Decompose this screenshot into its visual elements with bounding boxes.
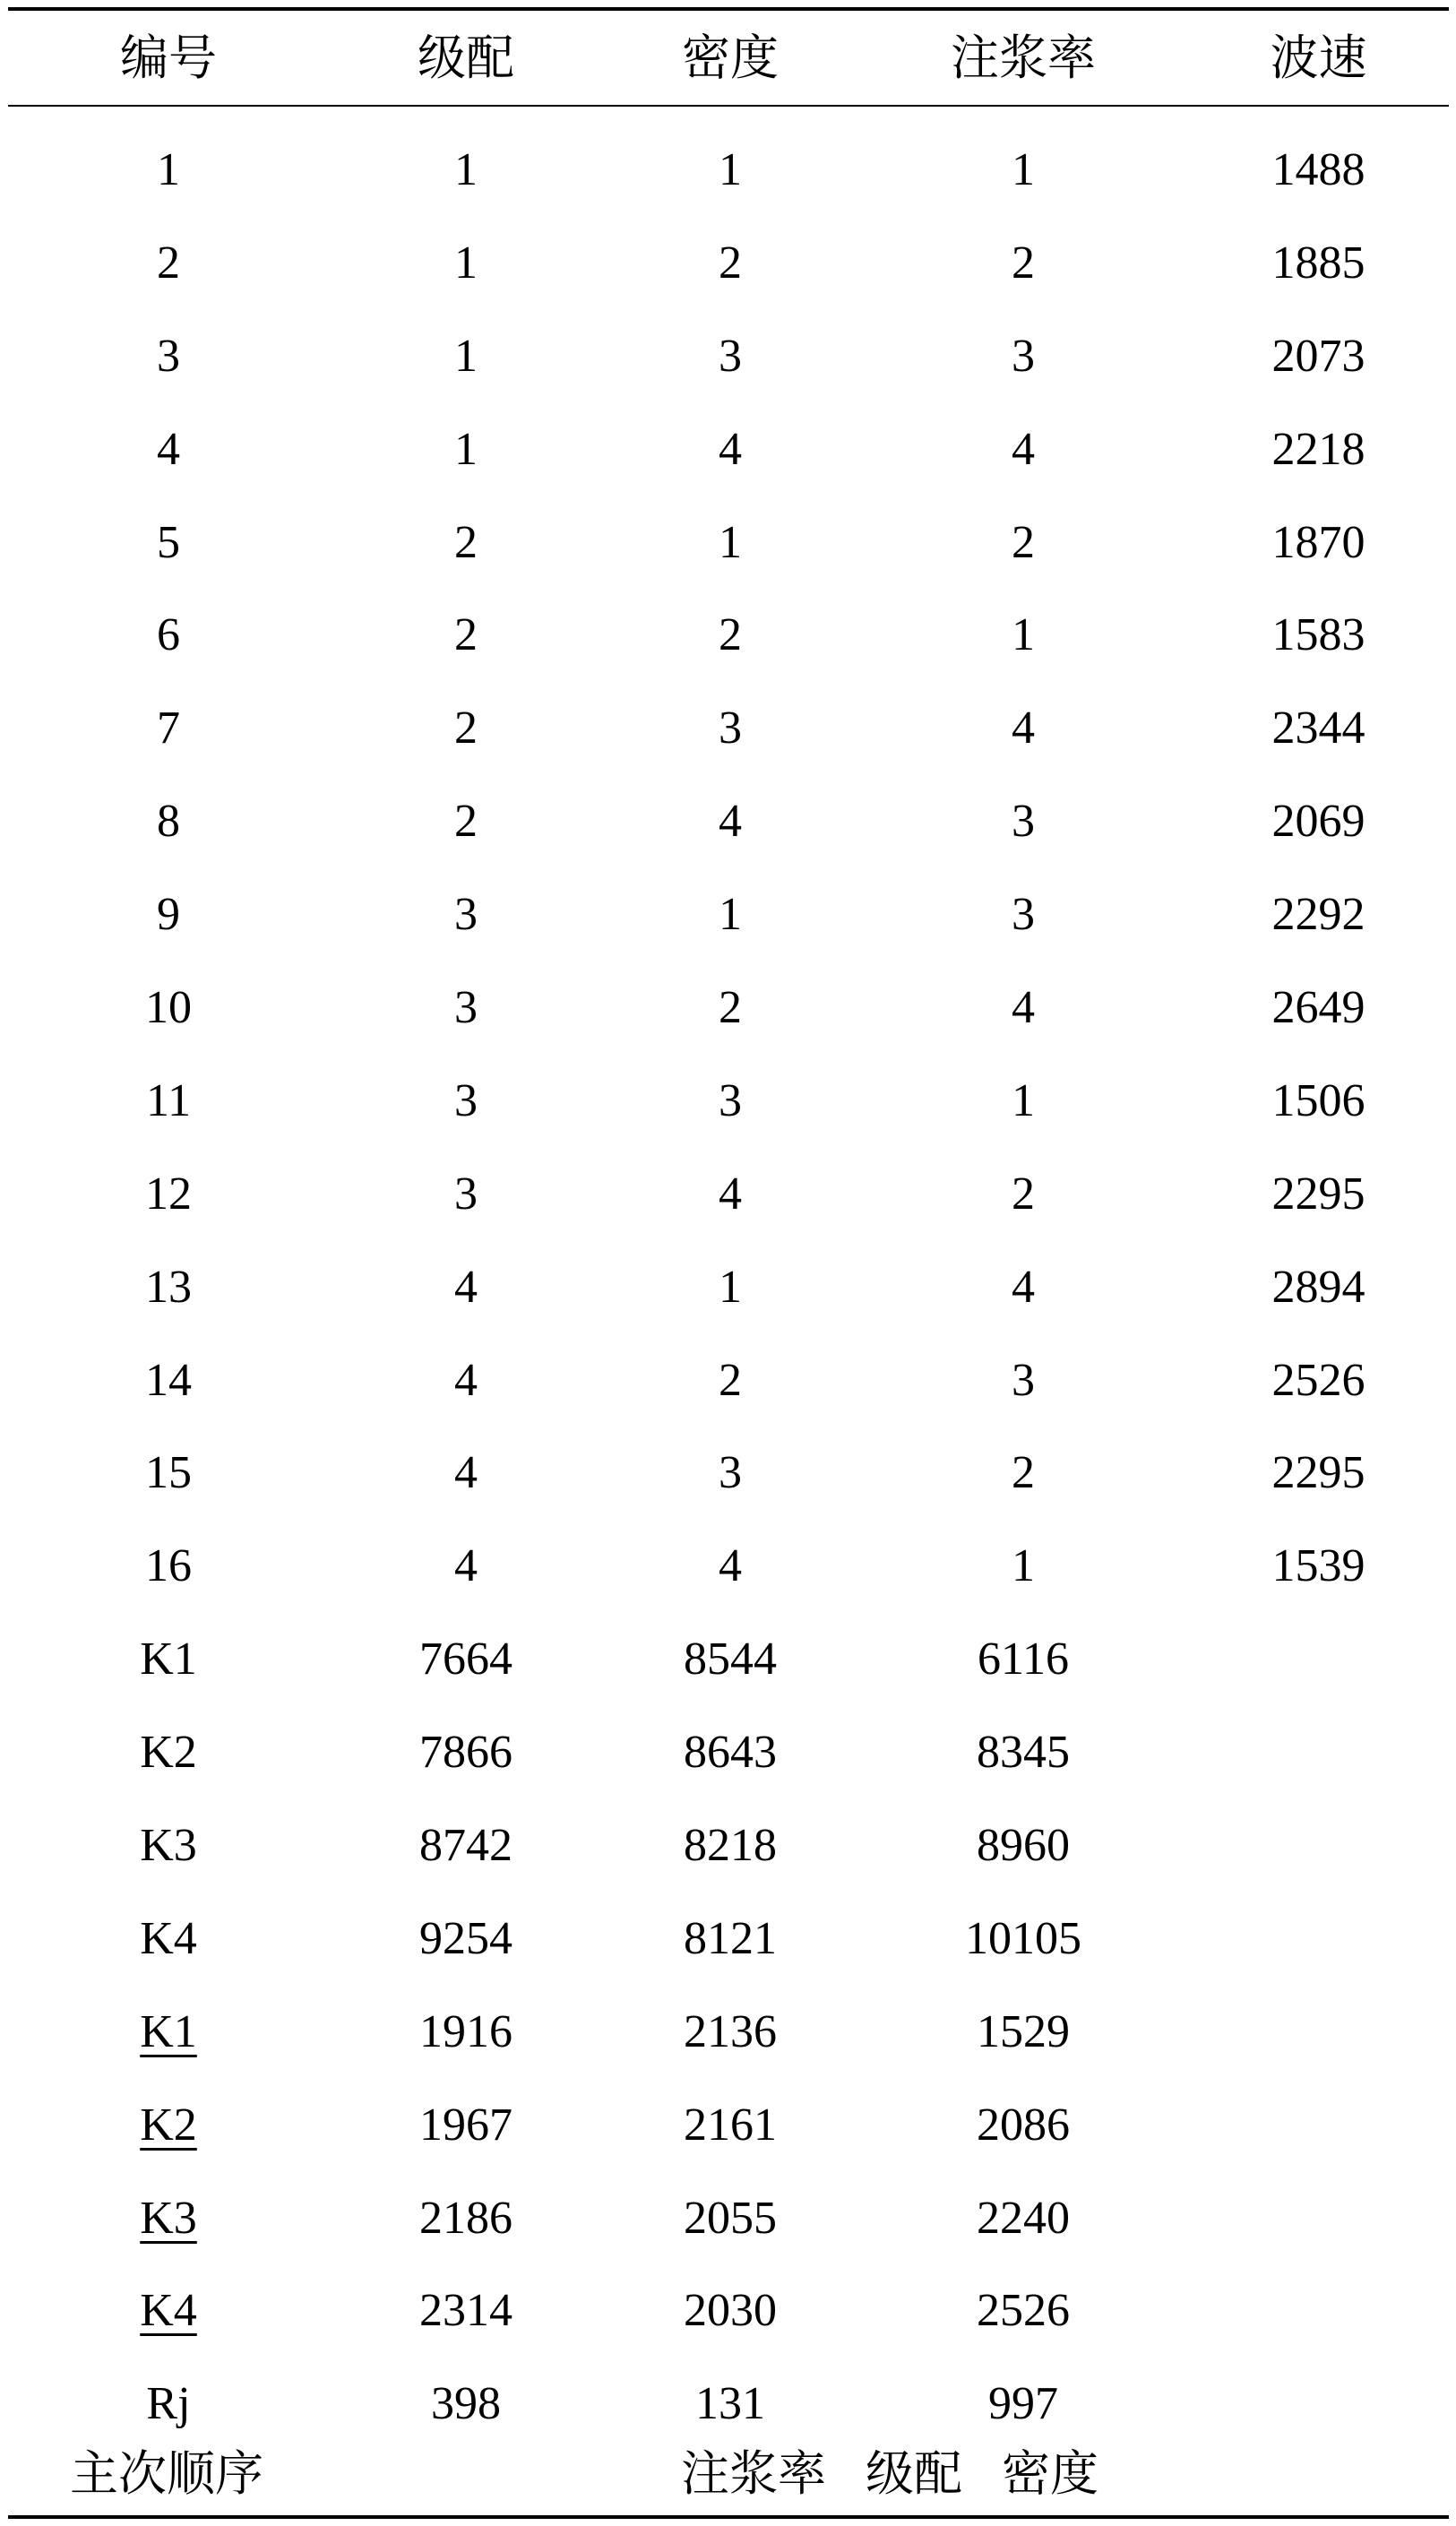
cell-id: 10 — [145, 981, 192, 1033]
empty-cell — [1181, 2079, 1456, 2172]
bottom-rule — [8, 2515, 1449, 2519]
cell-grouting-rate: 1 — [1012, 1540, 1035, 1592]
k-sum-grouting-rate: 10105 — [965, 1912, 1081, 1964]
cell-id: 12 — [145, 1168, 192, 1220]
cell-wave-velocity: 1885 — [1271, 237, 1366, 289]
cell-density: 3 — [719, 703, 742, 754]
cell-wave-velocity: 1488 — [1271, 143, 1366, 195]
k-sum-gradation: 7866 — [419, 1727, 513, 1779]
cell-gradation: 2 — [454, 609, 478, 661]
cell-grouting-rate: 1 — [1012, 143, 1035, 195]
k-mean-label — [0, 2079, 337, 2172]
cell-gradation: 4 — [454, 1447, 478, 1499]
table-row — [0, 403, 1456, 496]
empty-cell — [1181, 2264, 1456, 2358]
cell-id: 8 — [157, 796, 180, 848]
cell-id: 4 — [157, 423, 180, 475]
cell-gradation: 3 — [454, 1168, 478, 1220]
header-grouting-rate: 注浆率 — [951, 30, 1096, 85]
cell-gradation: 1 — [454, 143, 478, 195]
range-label: Rj — [146, 2378, 191, 2430]
factor-order-second: 级配 — [866, 2447, 962, 2501]
k-mean-row — [0, 1986, 1456, 2079]
header-gradation: 级配 — [418, 30, 514, 85]
cell-gradation: 2 — [454, 796, 478, 848]
header-row — [0, 11, 1456, 105]
cell-density: 1 — [719, 1261, 742, 1313]
cell-id: 13 — [145, 1261, 192, 1313]
table-row — [0, 1148, 1456, 1241]
cell-density: 4 — [719, 796, 742, 848]
cell-gradation: 3 — [454, 981, 478, 1033]
cell-gradation: 4 — [454, 1261, 478, 1313]
k-mean-gradation: 2314 — [419, 2285, 513, 2337]
cell-grouting-rate: 2 — [1012, 1447, 1035, 1499]
cell-gradation: 2 — [454, 703, 478, 754]
cell-grouting-rate: 2 — [1012, 1168, 1035, 1220]
k-mean-gradation: 1967 — [419, 2099, 513, 2151]
k-sum-label: K2 — [140, 1727, 197, 1779]
k-mean-row — [0, 2079, 1456, 2172]
table-row — [0, 1241, 1456, 1334]
k-sum-gradation: 9254 — [419, 1912, 513, 1964]
k-mean-label-text: K4 — [140, 2285, 197, 2337]
factor-order-third: 密度 — [1002, 2447, 1098, 2501]
cell-wave-velocity: 1870 — [1271, 516, 1366, 568]
cell-id: 15 — [145, 1447, 192, 1499]
cell-wave-velocity: 2894 — [1271, 1261, 1366, 1313]
cell-gradation: 1 — [454, 330, 478, 382]
range-grouting-rate: 997 — [988, 2378, 1058, 2430]
empty-cell — [1181, 1799, 1456, 1892]
k-mean-density: 2136 — [684, 2005, 777, 2057]
k-mean-gradation: 1916 — [419, 2005, 513, 2057]
cell-density: 2 — [719, 981, 742, 1033]
cell-density: 3 — [719, 1447, 742, 1499]
k-sum-gradation: 7664 — [419, 1634, 513, 1685]
table-row — [0, 1520, 1456, 1613]
cell-density: 4 — [719, 423, 742, 475]
cell-gradation: 3 — [454, 1074, 478, 1126]
k-mean-grouting-rate: 1529 — [977, 2005, 1070, 2057]
cell-grouting-rate: 1 — [1012, 609, 1035, 661]
table-row — [0, 496, 1456, 590]
table-row — [0, 775, 1456, 868]
cell-id: 1 — [157, 143, 180, 195]
k-sum-row — [0, 1613, 1456, 1706]
k-mean-label — [0, 2172, 337, 2265]
cell-grouting-rate: 2 — [1012, 237, 1035, 289]
k-sum-density: 8218 — [684, 1819, 777, 1871]
cell-density: 1 — [719, 143, 742, 195]
cell-wave-velocity: 2344 — [1271, 703, 1366, 754]
k-mean-label-text: K3 — [140, 2192, 197, 2244]
table-row — [0, 1427, 1456, 1520]
cell-gradation: 4 — [454, 1354, 478, 1406]
cell-density: 1 — [719, 889, 742, 941]
k-sum-label: K4 — [140, 1912, 197, 1964]
k-sum-density: 8544 — [684, 1634, 777, 1685]
cell-id: 3 — [157, 330, 180, 382]
cell-grouting-rate: 1 — [1012, 1074, 1035, 1126]
cell-wave-velocity: 2292 — [1271, 889, 1366, 941]
cell-grouting-rate: 4 — [1012, 981, 1035, 1033]
range-density: 131 — [695, 2378, 765, 2430]
k-mean-density: 2161 — [684, 2099, 777, 2151]
cell-density: 2 — [719, 1354, 742, 1406]
cell-grouting-rate: 2 — [1012, 516, 1035, 568]
cell-wave-velocity: 2069 — [1271, 796, 1366, 848]
k-mean-density: 2030 — [684, 2285, 777, 2337]
table-row — [0, 124, 1456, 217]
k-mean-density: 2055 — [684, 2192, 777, 2244]
cell-id: 11 — [145, 1074, 192, 1126]
cell-gradation: 1 — [454, 237, 478, 289]
k-mean-grouting-rate: 2240 — [977, 2192, 1070, 2244]
cell-id: 16 — [145, 1540, 192, 1592]
table-row — [0, 217, 1456, 310]
k-sum-density: 8121 — [684, 1912, 777, 1964]
k-sum-row — [0, 1892, 1456, 1986]
cell-id: 7 — [157, 703, 180, 754]
header-id: 编号 — [120, 30, 217, 85]
header-wave-velocity: 波速 — [1270, 30, 1367, 85]
empty-cell — [1181, 2172, 1456, 2265]
k-sum-gradation: 8742 — [419, 1819, 513, 1871]
k-sum-grouting-rate: 8960 — [977, 1819, 1070, 1871]
table-row — [0, 310, 1456, 403]
k-sum-row — [0, 1706, 1456, 1799]
cell-grouting-rate: 4 — [1012, 423, 1035, 475]
cell-density: 4 — [719, 1168, 742, 1220]
cell-grouting-rate: 4 — [1012, 1261, 1035, 1313]
cell-wave-velocity: 2649 — [1271, 981, 1366, 1033]
table-row — [0, 961, 1456, 1055]
cell-grouting-rate: 4 — [1012, 703, 1035, 754]
cell-grouting-rate: 3 — [1012, 796, 1035, 848]
table-row — [0, 589, 1456, 682]
k-sum-density: 8643 — [684, 1727, 777, 1779]
empty-cell — [1181, 1706, 1456, 1799]
table-row — [0, 1334, 1456, 1427]
table-row — [0, 1055, 1456, 1148]
cell-id: 2 — [157, 237, 180, 289]
factor-order-first: 注浆率 — [681, 2447, 826, 2501]
k-sum-row — [0, 1799, 1456, 1892]
cell-density: 1 — [719, 516, 742, 568]
cell-gradation: 1 — [454, 423, 478, 475]
k-sum-label: K1 — [140, 1634, 197, 1685]
k-sum-label: K3 — [140, 1819, 197, 1871]
factor-order-row — [0, 2430, 1456, 2511]
cell-grouting-rate: 3 — [1012, 889, 1035, 941]
empty-cell — [1181, 1613, 1456, 1706]
cell-wave-velocity: 1539 — [1271, 1540, 1366, 1592]
cell-gradation: 4 — [454, 1540, 478, 1592]
cell-wave-velocity: 1583 — [1271, 609, 1366, 661]
cell-grouting-rate: 3 — [1012, 1354, 1035, 1406]
cell-density: 3 — [719, 330, 742, 382]
cell-id: 9 — [157, 889, 180, 941]
range-gradation: 398 — [431, 2378, 501, 2430]
cell-wave-velocity: 2295 — [1271, 1447, 1366, 1499]
cell-gradation: 2 — [454, 516, 478, 568]
k-mean-label — [0, 1986, 337, 2079]
k-mean-row — [0, 2264, 1456, 2358]
cell-grouting-rate: 3 — [1012, 330, 1035, 382]
cell-id: 6 — [157, 609, 180, 661]
cell-density: 2 — [719, 609, 742, 661]
orthogonal-test-table — [0, 11, 1456, 2451]
cell-wave-velocity: 1506 — [1271, 1074, 1366, 1126]
cell-id: 5 — [157, 516, 180, 568]
header-density: 密度 — [682, 30, 779, 85]
k-mean-grouting-rate: 2086 — [977, 2099, 1070, 2151]
cell-density: 3 — [719, 1074, 742, 1126]
cell-wave-velocity: 2218 — [1271, 423, 1366, 475]
k-mean-label — [0, 2264, 337, 2358]
cell-gradation: 3 — [454, 889, 478, 941]
factor-order-label: 主次顺序 — [70, 2447, 263, 2501]
cell-id: 14 — [145, 1354, 192, 1406]
k-mean-label-text: K1 — [140, 2005, 197, 2057]
cell-wave-velocity: 2526 — [1271, 1354, 1366, 1406]
table-row — [0, 682, 1456, 775]
empty-cell — [1181, 1892, 1456, 1986]
k-sum-grouting-rate: 6116 — [977, 1634, 1070, 1685]
k-mean-grouting-rate: 2526 — [977, 2285, 1070, 2337]
k-mean-row — [0, 2172, 1456, 2265]
k-mean-gradation: 2186 — [419, 2192, 513, 2244]
empty-cell — [1181, 1986, 1456, 2079]
table-row — [0, 868, 1456, 961]
cell-density: 4 — [719, 1540, 742, 1592]
k-sum-grouting-rate: 8345 — [977, 1727, 1070, 1779]
cell-wave-velocity: 2073 — [1271, 330, 1366, 382]
factor-order-values — [681, 2447, 1098, 2501]
cell-wave-velocity: 2295 — [1271, 1168, 1366, 1220]
k-mean-label-text: K2 — [140, 2099, 197, 2151]
cell-density: 2 — [719, 237, 742, 289]
